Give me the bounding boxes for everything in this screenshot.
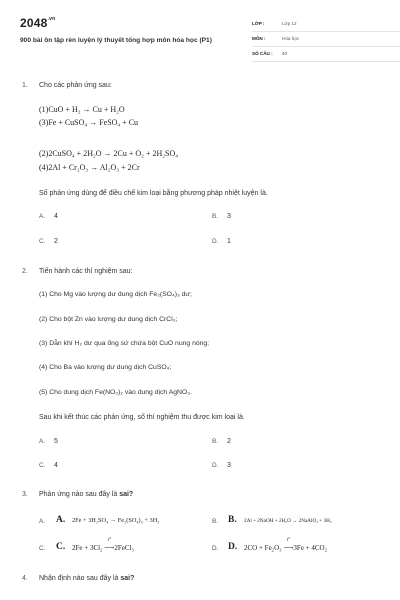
option-a-text[interactable]: 5: [54, 438, 58, 445]
option-c-letter[interactable]: C.: [39, 462, 46, 469]
reaction-3: (3)Fe + CuSO₄ → FeSO₄ + Cu: [39, 118, 139, 127]
question-text: Cho các phản ứng sau:: [39, 82, 112, 89]
option-c-equation[interactable]: 2Fe + 3Cl₂ t° ⟶2FeCl₃: [72, 538, 134, 552]
option-c-letter[interactable]: C.: [39, 545, 46, 552]
experiment-1: (1) Cho Mg vào lượng dư dung dịch Fe₂(SO₄)₃ dư;: [39, 291, 192, 298]
experiment-2: (2) Cho bột Zn vào lượng dư dung dịch CrCl₃;: [39, 316, 178, 323]
reaction-4: (4)2Al + Cr₂O₃ → Al₂O₃ + 2Cr: [39, 163, 140, 172]
experiment-4: (4) Cho Ba vào lượng dư dung dịch CuSO₄;: [39, 364, 172, 371]
question-text: Phản ứng nào sau đây là sai?: [39, 491, 134, 498]
option-a-label[interactable]: A.: [56, 515, 66, 525]
option-b-text[interactable]: 3: [227, 213, 231, 220]
option-b-letter[interactable]: B.: [212, 518, 219, 525]
option-d-letter[interactable]: D.: [212, 462, 219, 469]
experiment-3: (3) Dẫn khí H₂ dư qua ống sứ chứa bột CuO nung nóng;: [39, 340, 210, 347]
site-logo: $2048^{.vn}$: [20, 16, 56, 30]
question-text: Nhận định nào sau đây là sai?: [39, 575, 135, 582]
option-d-text[interactable]: 3: [227, 462, 231, 469]
question-number: 3.: [22, 491, 28, 498]
option-b-letter[interactable]: B.: [212, 438, 219, 445]
meta-row-count: SỐ CÂU : 40: [252, 48, 400, 62]
question-prompt: Số phản ứng dùng để điều chế kim loại bằng phương pháp nhiệt luyện là.: [39, 190, 268, 197]
option-a-equation[interactable]: 2Fe + 3H₂SO₄ → Fe₂(SO₄)₃ + 3H₂: [72, 517, 160, 524]
reaction-2: (2)2CuSO₄ + 2H₂O → 2Cu + O₂ + 2H₂SO₄: [39, 149, 179, 158]
option-d-letter[interactable]: D.: [212, 545, 219, 552]
option-a-letter[interactable]: A.: [39, 213, 46, 220]
option-b-letter[interactable]: B.: [212, 213, 219, 220]
option-a-text[interactable]: 4: [54, 213, 58, 220]
option-a-letter[interactable]: A.: [39, 518, 46, 525]
reaction-1: (1)CuO + H₂ → Cu + H₂O: [39, 105, 125, 114]
option-d-letter[interactable]: D.: [212, 238, 219, 245]
option-d-label[interactable]: D.: [228, 542, 238, 552]
option-b-equation[interactable]: 2Al + 2NaOH + 2H₂O → 2NaAlO₂ + 3H₂: [244, 518, 332, 524]
question-prompt: Sau khi kết thúc các phản ứng, số thí nghiệm thu được kim loại là.: [39, 414, 245, 421]
question-number: 2.: [22, 268, 28, 275]
option-d-text[interactable]: 1: [227, 238, 231, 245]
option-c-text[interactable]: 2: [54, 238, 58, 245]
option-d-equation[interactable]: 2CO + Fe₂O₃ t° ⟶3Fe + 4CO₂: [244, 538, 328, 552]
question-text: Tiến hành các thí nghiệm sau:: [39, 268, 133, 275]
option-c-text[interactable]: 4: [54, 462, 58, 469]
reaction-arrow-icon: t° ⟶: [104, 538, 115, 552]
experiment-5: (5) Cho dung dịch Fe(NO₃)₂ vào dung dịch AgNO₃.: [39, 389, 192, 396]
option-a-letter[interactable]: A.: [39, 438, 46, 445]
meta-row-subject: MÔN : Hóa học: [252, 33, 400, 47]
question-number: 1.: [22, 82, 28, 89]
option-c-label[interactable]: C.: [56, 542, 66, 552]
question-number: 4.: [22, 575, 28, 582]
meta-box: [252, 18, 400, 63]
header: [20, 12, 382, 62]
option-b-label[interactable]: B.: [228, 515, 237, 525]
reaction-arrow-icon: t° ⟶: [283, 538, 294, 552]
option-c-letter[interactable]: C.: [39, 238, 46, 245]
option-b-text[interactable]: 2: [227, 438, 231, 445]
document-title: 900 bài ôn tập rèn luyện lý thuyết tổng hợp môn hóa học (P1): [20, 37, 212, 44]
meta-row-class: LỚP : Lớp 12: [252, 18, 400, 32]
